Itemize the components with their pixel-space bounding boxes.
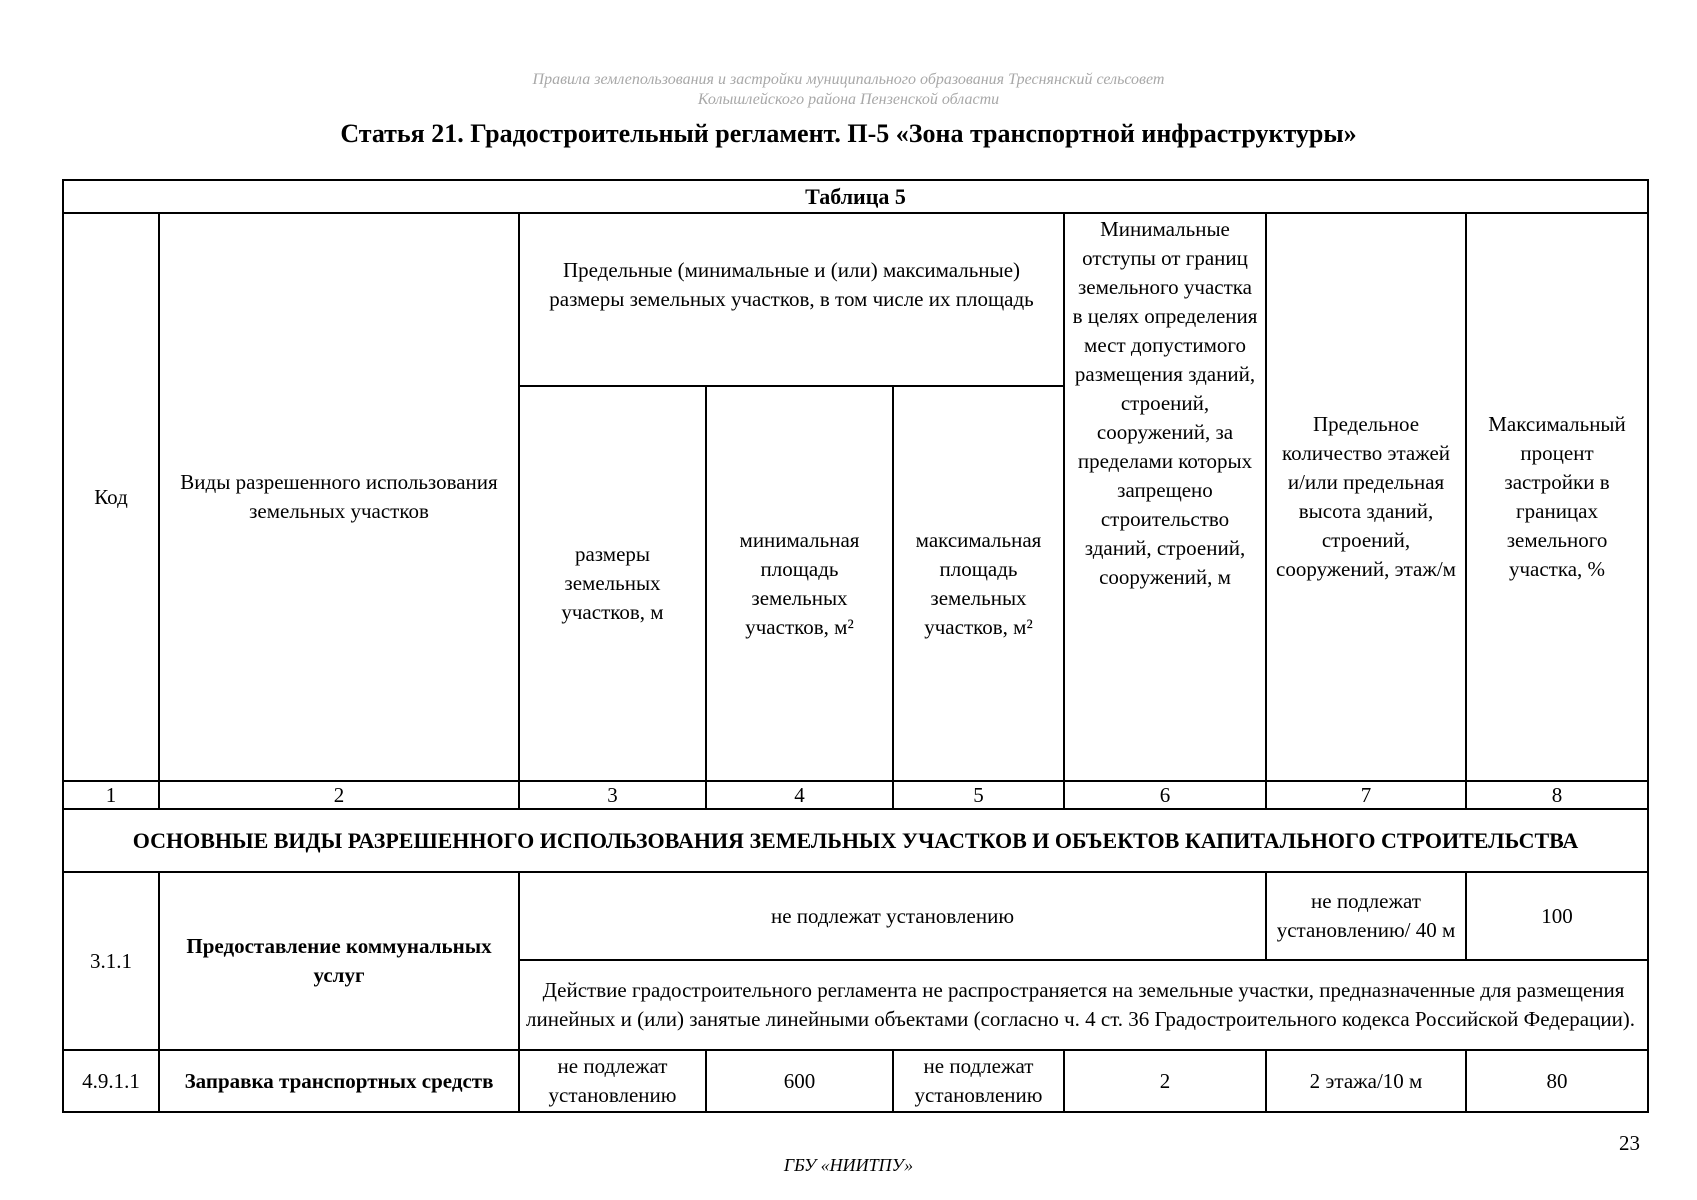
row-code: 4.9.1.1 (63, 1050, 159, 1112)
header-sizes: размеры земельных участков, м (519, 386, 706, 781)
col-number: 4 (706, 781, 893, 809)
page-number: 23 (1619, 1131, 1640, 1155)
row-coverage: 100 (1466, 872, 1648, 960)
header-code: Код (63, 213, 159, 781)
row-setbacks: 2 (1064, 1050, 1266, 1112)
header-line-1: Правила землепользования и застройки муниципального образования Треснянский сельсовет (532, 71, 1165, 88)
row-code: 3.1.1 (63, 872, 159, 1050)
col-number: 7 (1266, 781, 1466, 809)
header-coverage: Максимальный процент застройки в границах земельного участка, % (1466, 213, 1648, 781)
header-floors: Предельное количество этажей и/или предельная высота зданий, строений, сооружений, этаж/м (1266, 213, 1466, 781)
col-number: 8 (1466, 781, 1648, 809)
row-name: Заправка транспортных средств (159, 1050, 519, 1112)
col-number: 3 (519, 781, 706, 809)
col-number: 6 (1064, 781, 1266, 809)
header-setbacks: Минимальные отступы от границ земельного участка в целях определения мест допустимого размещения зданий, строений, сооружений, за пределами которых запрещено строительство зданий, строений, сооружений, м (1064, 213, 1266, 781)
document-footer: ГБУ «НИИТПУ» (783, 1155, 914, 1175)
row-coverage: 80 (1466, 1050, 1648, 1112)
row-limits: не подлежат установлению (519, 872, 1266, 960)
table-label: Таблица 5 (63, 180, 1648, 213)
row-min-area: 600 (706, 1050, 893, 1112)
col-number: 5 (893, 781, 1064, 809)
section-heading: ОСНОВНЫЕ ВИДЫ РАЗРЕШЕННОГО ИСПОЛЬЗОВАНИЯ ЗЕМЕЛЬНЫХ УЧАСТКОВ И ОБЪЕКТОВ КАПИТАЛЬНОГО СТРОИТЕЛЬСТВА (63, 809, 1648, 872)
col-number: 2 (159, 781, 519, 809)
header-types: Виды разрешенного использования земельных участков (159, 213, 519, 781)
header-min-area: минимальная площадь земельных участков, м² (706, 386, 893, 781)
row-max-area: не подлежат установлению (893, 1050, 1064, 1112)
row-floors: 2 этажа/10 м (1266, 1050, 1466, 1112)
row-sizes: не подлежат установлению (519, 1050, 706, 1112)
header-max-area: максимальная площадь земельных участков, м² (893, 386, 1064, 781)
article-title: Статья 21. Градостроительный регламент. П-5 «Зона транспортной инфраструктуры» (340, 119, 1357, 148)
regulation-table (62, 179, 1649, 1113)
row-note: Действие градостроительного регламента не распространяется на земельные участки, предназначенные для размещения линейных и (или) занятые линейными объектами (согласно ч. 4 ст. 36 Градостроительного кодекса Российской Федерации). (519, 960, 1648, 1050)
header-limits: Предельные (минимальные и (или) максимальные) размеры земельных участков, в том числе их площадь (519, 213, 1064, 386)
row-name: Предоставление коммунальных услуг (159, 872, 519, 1050)
table-row (63, 1050, 1648, 1112)
row-floors: не подлежат установлению/ 40 м (1266, 872, 1466, 960)
column-numbers-row (63, 781, 1648, 809)
col-number: 1 (63, 781, 159, 809)
header-line-2: Колышлейского района Пензенской области (697, 91, 1000, 108)
document-header (0, 70, 1697, 110)
table-row (63, 872, 1648, 960)
